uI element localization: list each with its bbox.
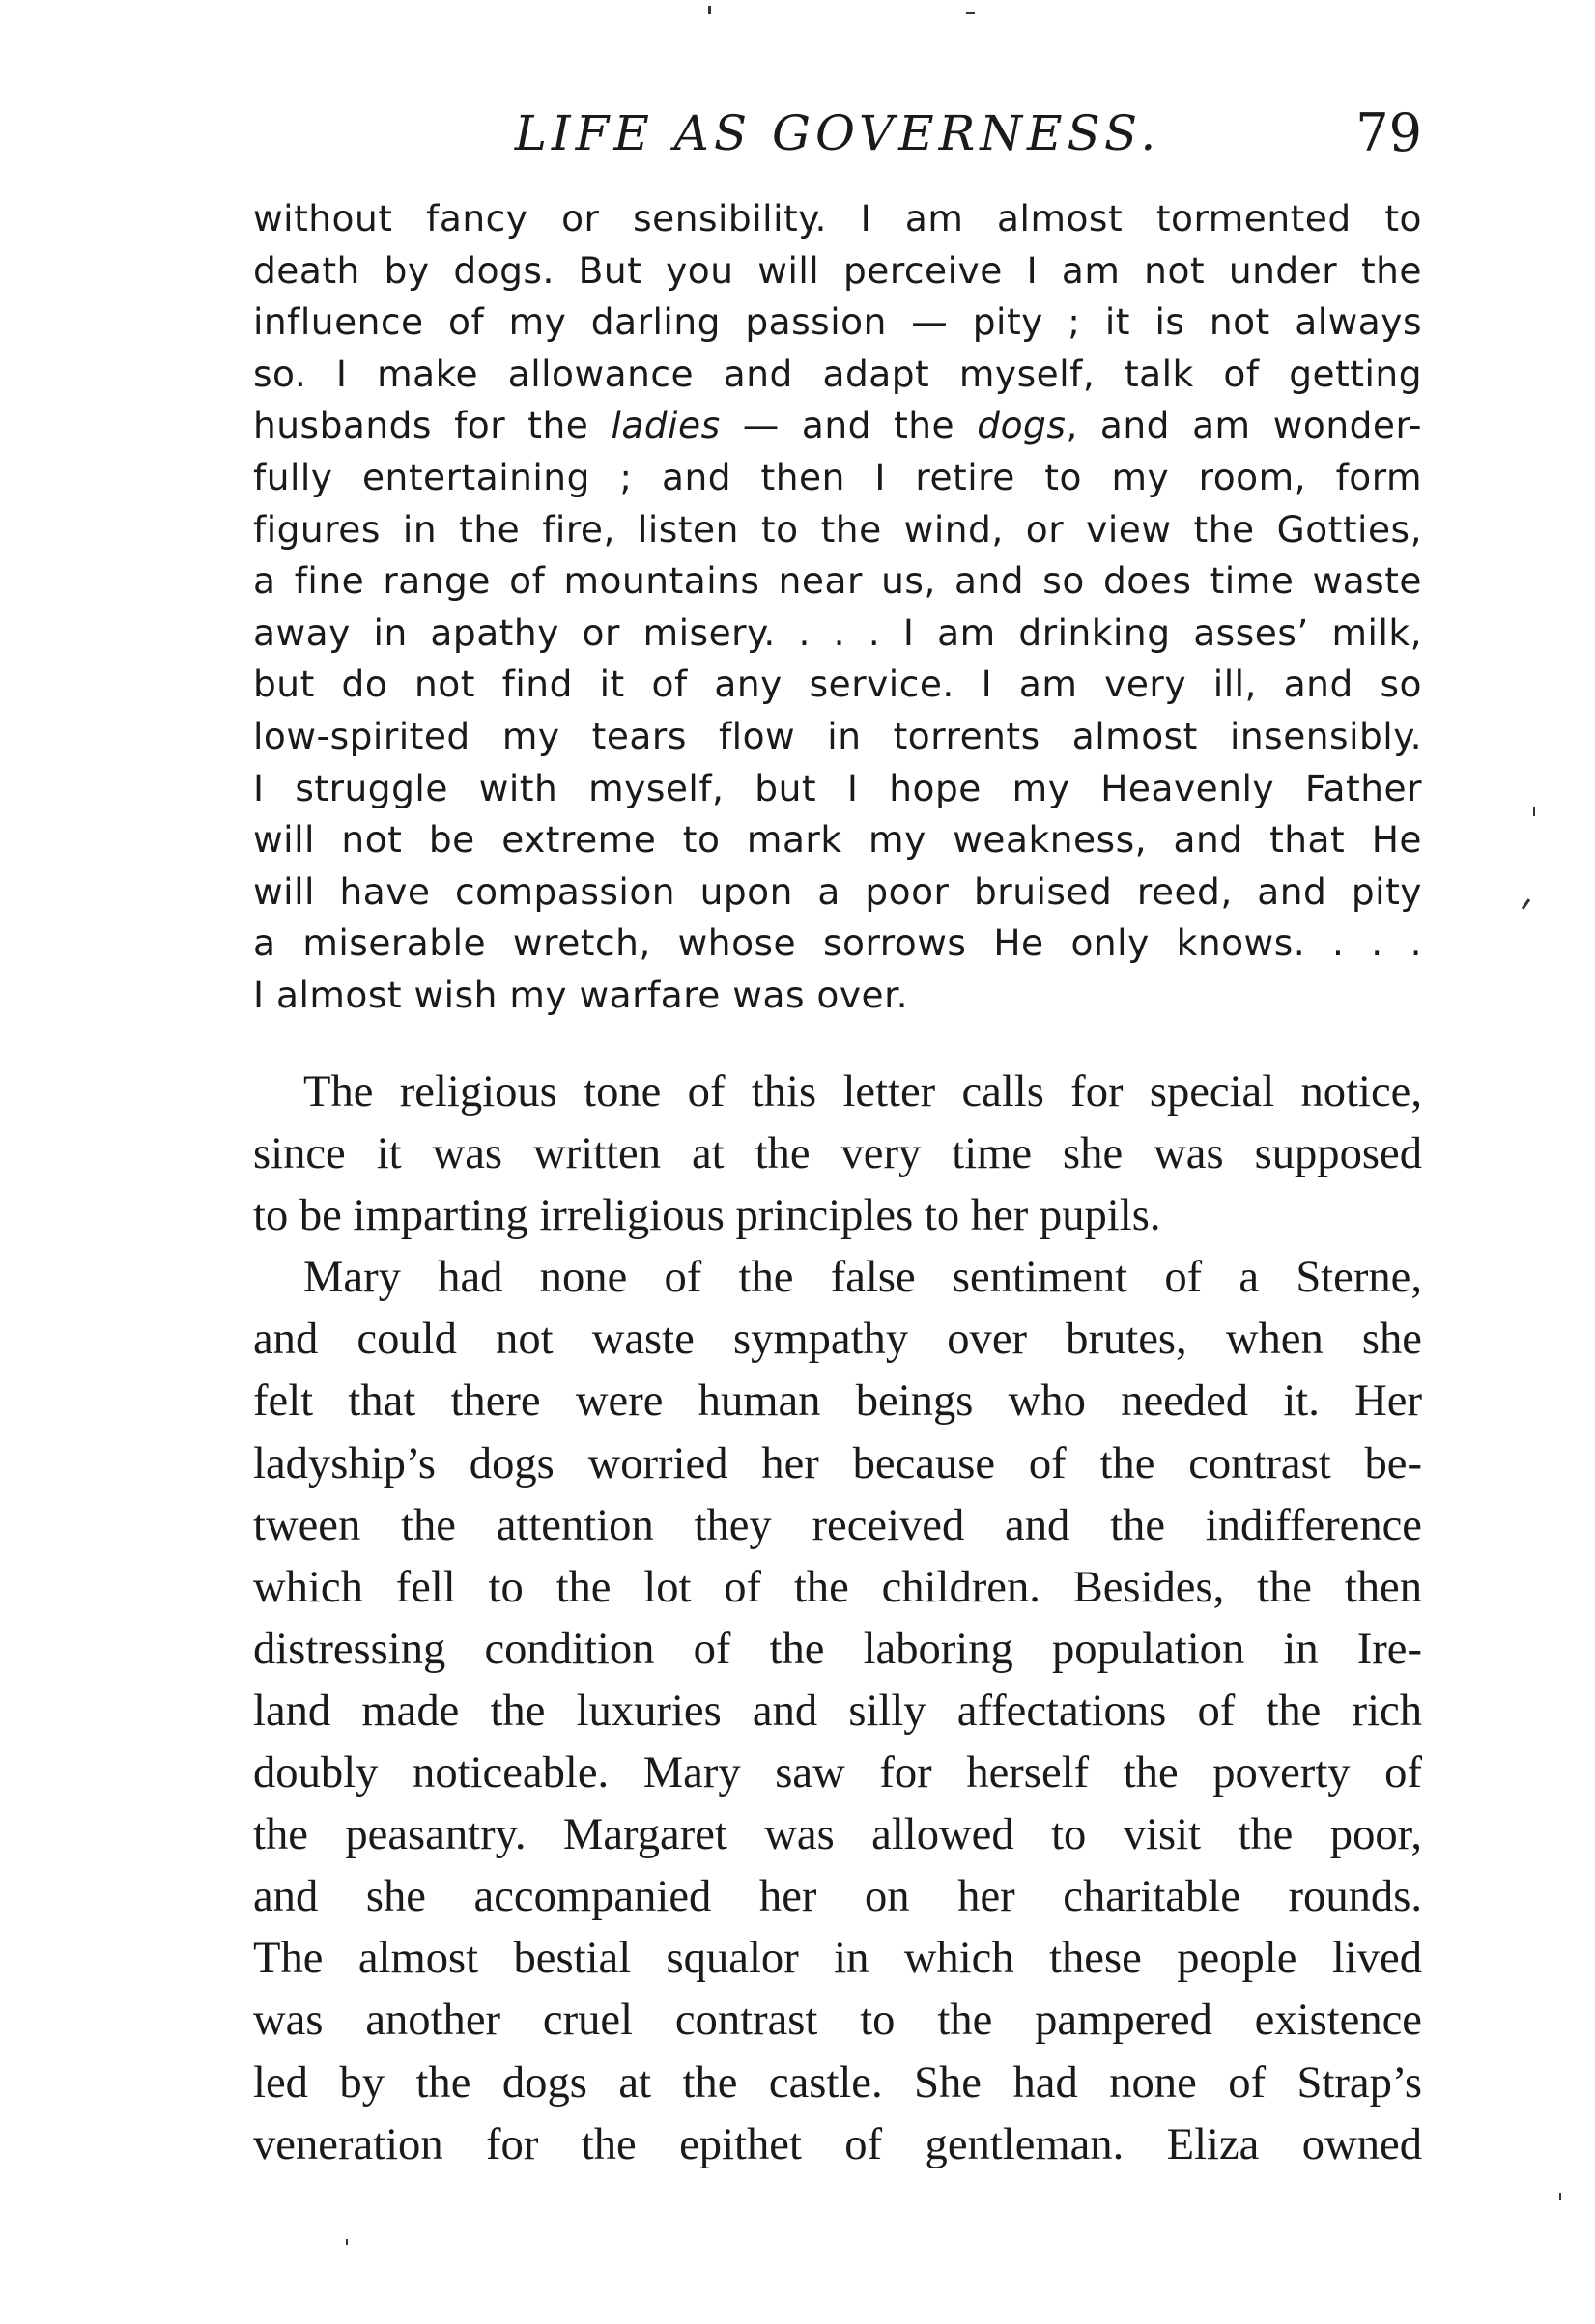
letter-line: I almost wish my warfare was over. (253, 973, 909, 1016)
body-line: and could not waste sympathy over brutes, when she (253, 1314, 1422, 1365)
body-line: and she accompanied her on her charitable rounds. (253, 1871, 1422, 1922)
body-line: which fell to the lot of the children. Besides, the then (253, 1561, 1422, 1612)
letter-line: husbands for the ladies — and the dogs, and am wonder- (253, 404, 1423, 447)
body-line: led by the dogs at the castle. She had none of Strap’s (253, 2056, 1422, 2108)
paragraph (253, 1061, 1422, 1246)
letter-line: will have compassion upon a poor bruised reed, and pity (253, 869, 1422, 913)
letter-line: influence of my darling passion — pity ; it is not always (253, 300, 1422, 344)
scan-speck (966, 12, 975, 14)
body-line: ladyship’s dogs worried her because of the contrast be- (253, 1437, 1422, 1488)
scan-speck (708, 6, 711, 14)
body-line: to be imparting irreligious principles to her pupils. (253, 1190, 1161, 1241)
running-title: LIFE AS GOVERNESS. (514, 105, 1161, 161)
letter-line: a miserable wretch, whose sorrows He only knows. . . . (253, 921, 1422, 965)
letter-line: fully entertaining ; and then I retire to my room, form (253, 455, 1422, 498)
letter-line: so. I make allowance and adapt myself, talk of getting (253, 352, 1422, 395)
letter-line: a fine range of mountains near us, and so does time waste (253, 559, 1422, 603)
letter-line: figures in the fire, listen to the wind, or view the Gotties, (253, 507, 1422, 551)
body-line: felt that there were human beings who needed it. Her (253, 1375, 1422, 1427)
body-line: veneration for the epithet of gentleman. Eliza owned (253, 2118, 1422, 2169)
scan-speck (1559, 2193, 1561, 2200)
body-line: land made the luxuries and silly affectations of the rich (253, 1685, 1422, 1736)
running-head (253, 95, 1422, 172)
letter-line: away in apathy or misery. . . . I am drinking asses’ milk, (253, 610, 1422, 654)
body-line: The almost bestial squalor in which these people lived (253, 1933, 1422, 1984)
scan-speck (1533, 807, 1535, 816)
letter-line: low-spirited my tears flow in torrents almost insensibly. (253, 714, 1422, 757)
body-line: The religious tone of this letter calls for special notice, (303, 1066, 1422, 1117)
letter-line: death by dogs. But you will perceive I am not under the (253, 248, 1422, 292)
body-text (253, 1061, 1422, 2175)
body-line: Mary had none of the false sentiment of a Sterne, (303, 1252, 1422, 1303)
letter-excerpt (253, 193, 1422, 1022)
paragraph (253, 1246, 1422, 2174)
body-line: the peasantry. Margaret was allowed to visit the poor, (253, 1809, 1422, 1860)
letter-line: will not be extreme to mark my weakness, and that He (253, 818, 1422, 862)
scan-speck (1522, 898, 1530, 910)
body-line: since it was written at the very time she was supposed (253, 1128, 1422, 1179)
letter-line: I struggle with myself, but I hope my Heavenly Father (253, 766, 1422, 809)
letter-line: but do not find it of any service. I am very ill, and so (253, 663, 1422, 706)
body-line: tween the attention they received and the indifference (253, 1499, 1422, 1550)
body-line: doubly noticeable. Mary saw for herself the poverty of (253, 1747, 1422, 1799)
body-line: distressing condition of the laboring population in Ire- (253, 1623, 1422, 1674)
body-line: was another cruel contrast to the pampered existence (253, 1995, 1422, 2046)
letter-line: without fancy or sensibility. I am almost tormented to (253, 197, 1422, 240)
scan-speck (346, 2239, 348, 2245)
page-number: 79 (1355, 102, 1422, 163)
